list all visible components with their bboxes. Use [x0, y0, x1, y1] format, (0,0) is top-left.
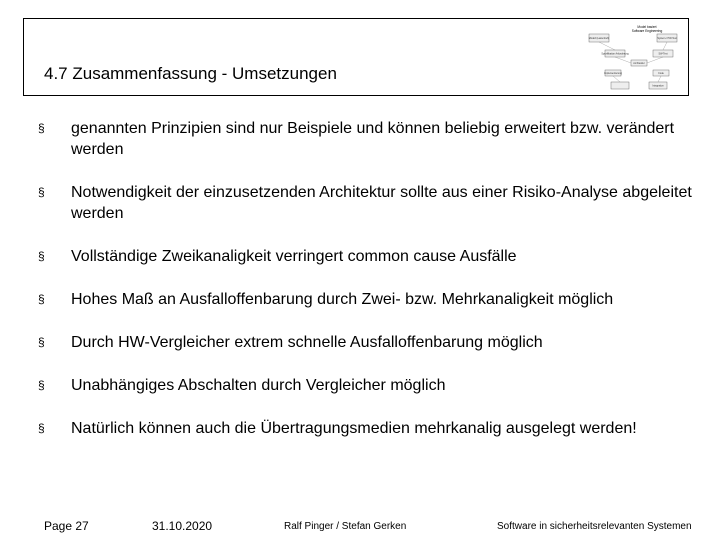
bullet-symbol: § — [38, 335, 45, 349]
thumb-node-7: Code — [658, 72, 664, 75]
slide-title: 4.7 Zusammenfassung - Umsetzungen — [44, 64, 337, 83]
footer-course: Software in sicherheitsrelevanten Systemen — [497, 521, 692, 532]
bullet-item — [38, 289, 698, 310]
bullet-symbol: § — [38, 121, 45, 135]
thumb-node-6: Implementierung — [604, 72, 622, 75]
title-frame — [23, 18, 689, 96]
thumb-node-3: Spezifikation Anforderung — [601, 52, 629, 56]
bullet-text: Durch HW-Vergleicher extrem schnelle Ausfalloffenbarung möglich — [71, 334, 543, 351]
bullet-text: Hohes Maß an Ausfalloffenbarung durch Zwei- bzw. Mehrkanaligkeit möglich — [71, 291, 614, 308]
thumb-heading-2: Software Engineering — [631, 29, 663, 33]
thumb-node-4: SW-Test — [658, 52, 668, 56]
bullet-symbol: § — [38, 185, 45, 199]
bullet-text: genannten Prinzipien sind nur Beispiele und können beliebig erweitert bzw. verändert werden — [71, 120, 675, 158]
footer-date: 31.10.2020 — [152, 519, 213, 533]
bullet-symbol: § — [38, 378, 45, 392]
thumb-heading-1: Model basiert — [637, 25, 657, 29]
bullet-item — [38, 118, 698, 160]
bullet-symbol: § — [38, 292, 45, 306]
thumb-node-1: Modell (Lastenheft) — [588, 37, 610, 40]
bullet-symbol: § — [38, 249, 45, 263]
bullet-item — [38, 418, 698, 439]
bullet-item — [38, 246, 698, 267]
bullet-text: Vollständige Zweikanaligkeit verringert common cause Ausfälle — [71, 248, 517, 265]
bullet-item — [38, 332, 698, 353]
bullet-item — [38, 375, 698, 396]
thumb-node-2: System-/ HW-Test — [657, 37, 677, 40]
bullet-item — [38, 182, 698, 224]
footer-page-number: Page 27 — [44, 519, 89, 533]
bullet-text: Natürlich können auch die Übertragungsmedien mehrkanalig ausgelegt werden! — [71, 420, 637, 437]
bullet-text: Notwendigkeit der einzusetzenden Architektur sollte aus einer Risiko-Analyse abgeleitet werden — [71, 184, 692, 222]
bullet-symbol: § — [38, 421, 45, 435]
bullet-list — [38, 118, 698, 461]
bullet-text: Unabhängiges Abschalten durch Vergleicher möglich — [71, 377, 446, 394]
footer-authors: Ralf Pinger / Stefan Gerken — [284, 521, 407, 532]
thumb-node-8: Integration — [652, 84, 664, 88]
process-diagram-thumbnail — [587, 22, 687, 94]
thumb-node-5: Architektur — [633, 62, 645, 65]
